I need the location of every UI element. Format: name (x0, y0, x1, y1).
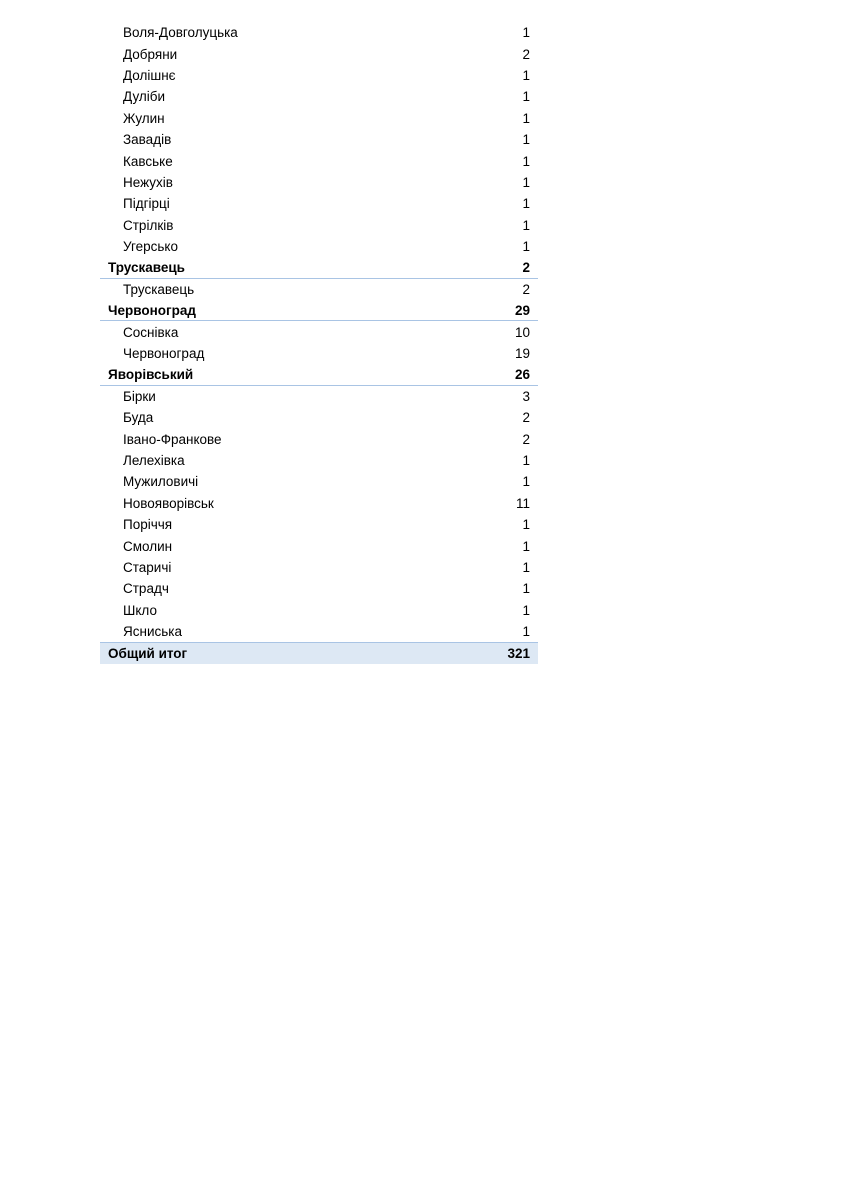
table-row (100, 386, 538, 407)
row-name: Ясниська (123, 624, 182, 640)
group-count: 29 (514, 302, 530, 318)
row-name: Червоноград (123, 346, 205, 362)
row-name: Страдч (123, 581, 169, 597)
row-count: 19 (514, 346, 530, 362)
row-name: Новояворівськ (123, 495, 214, 511)
row-name: Лелехівка (123, 453, 185, 468)
table-row (100, 65, 538, 86)
group-row (100, 257, 538, 278)
row-name: Кавське (123, 153, 173, 169)
table-row (100, 215, 538, 236)
row-count: 1 (522, 174, 530, 190)
group-name: Червоноград (108, 302, 196, 318)
row-name: Поріччя (123, 517, 173, 533)
row-name: Завадів (123, 132, 172, 148)
table-row (100, 471, 538, 492)
row-name: Івано-Франкове (123, 431, 222, 447)
group-count: 26 (514, 366, 530, 382)
row-count: 1 (522, 559, 530, 575)
table-row (100, 493, 538, 514)
row-count: 1 (522, 453, 530, 468)
row-name: Дуліби (123, 89, 166, 105)
table-row (100, 535, 538, 556)
row-count: 1 (522, 517, 530, 533)
row-name: Смолин (123, 538, 173, 554)
row-count: 1 (522, 89, 530, 105)
table-row (100, 22, 538, 43)
row-name: Жулин (123, 110, 165, 126)
row-count: 1 (522, 239, 530, 255)
table-row (100, 43, 538, 64)
row-name: Угерсько (123, 239, 178, 255)
table-row (100, 428, 538, 449)
group-row (100, 364, 538, 385)
row-count: 2 (522, 431, 530, 447)
row-count: 1 (522, 474, 530, 490)
row-name: Воля-Довголуцька (123, 25, 238, 41)
row-count: 1 (522, 132, 530, 148)
table-row (100, 193, 538, 214)
row-name: Шкло (123, 602, 157, 618)
grand-total-value: 321 (507, 646, 530, 662)
row-count: 2 (522, 46, 530, 62)
row-count: 1 (522, 624, 530, 640)
group-name: Яворівський (108, 366, 194, 382)
table-row (100, 450, 538, 471)
table-row (100, 621, 538, 642)
pivot-table (100, 22, 538, 664)
table-row (100, 514, 538, 535)
row-name: Стрілків (123, 217, 174, 233)
group-name: Трускавець (108, 259, 185, 275)
row-count: 3 (522, 388, 530, 404)
table-row (100, 279, 538, 300)
row-count: 2 (522, 410, 530, 426)
grand-total-label: Общий итог (108, 646, 188, 662)
group-count: 2 (522, 259, 530, 275)
row-count: 1 (522, 110, 530, 126)
table-row (100, 600, 538, 621)
row-name: Бірки (123, 388, 156, 404)
row-count: 1 (522, 217, 530, 233)
row-name: Нежухів (123, 174, 173, 190)
grand-total-row (100, 642, 538, 664)
table-row (100, 150, 538, 171)
row-name: Підгірці (123, 196, 170, 212)
row-name: Соснівка (123, 324, 179, 340)
table-row (100, 108, 538, 129)
table-row (100, 557, 538, 578)
row-count: 1 (522, 538, 530, 554)
row-count: 10 (514, 324, 530, 340)
row-count: 11 (515, 495, 530, 511)
row-count: 2 (522, 281, 530, 297)
row-count: 1 (522, 196, 530, 212)
row-count: 1 (522, 67, 530, 83)
row-count: 1 (522, 153, 530, 169)
row-count: 1 (522, 602, 530, 618)
row-count: 1 (522, 581, 530, 597)
table-row (100, 343, 538, 364)
table-row (100, 86, 538, 107)
row-name: Мужиловичі (123, 474, 199, 490)
table-row (100, 321, 538, 342)
table-row (100, 172, 538, 193)
table-row (100, 129, 538, 150)
row-name: Старичі (123, 559, 172, 575)
group-row (100, 300, 538, 321)
row-name: Долішнє (123, 67, 176, 83)
row-name: Трускавець (123, 281, 195, 297)
row-name: Добряни (123, 46, 178, 62)
table-row (100, 407, 538, 428)
table-row (100, 578, 538, 599)
row-name: Буда (123, 410, 154, 426)
table-row (100, 236, 538, 257)
row-count: 1 (522, 25, 530, 41)
